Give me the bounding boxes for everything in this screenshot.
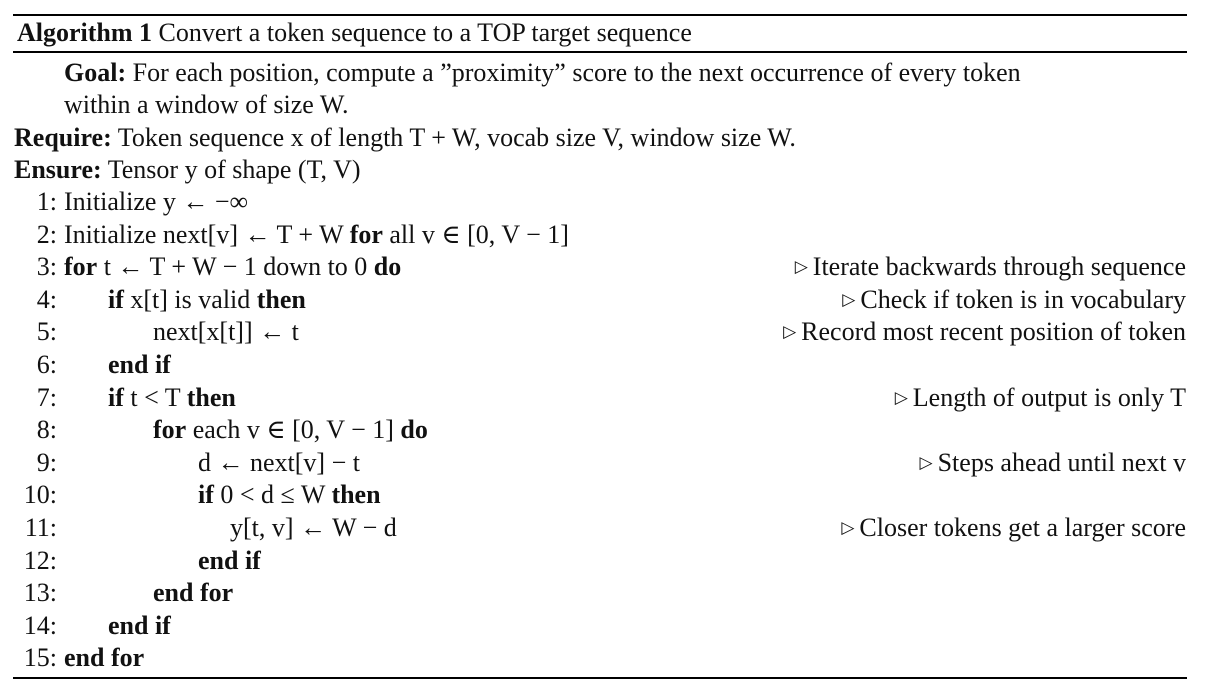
- comment-text: Record most recent position of token: [801, 317, 1186, 347]
- step-text: for t ← T + W − 1 down to 0 do: [64, 252, 402, 282]
- step-comment: [920, 447, 1186, 479]
- algorithm-step: [0, 382, 1206, 414]
- step-text: end if: [108, 350, 171, 379]
- algorithm-step: [0, 479, 1206, 511]
- goal-label: Goal:: [64, 58, 127, 87]
- algorithm-caption: [0, 17, 1206, 49]
- comment-triangle-icon: ▷: [783, 322, 797, 342]
- step-comment: [895, 382, 1186, 414]
- algorithm-step: [0, 349, 1206, 381]
- top-rule: [13, 14, 1187, 16]
- require-text: Token sequence x of length T + W, vocab size V, window size W.: [117, 123, 796, 152]
- algorithm-title: Convert a token sequence to a TOP target sequence: [158, 18, 692, 47]
- step-number: 2:: [36, 219, 57, 249]
- step-text: end if: [198, 545, 261, 575]
- comment-triangle-icon: ▷: [919, 452, 933, 472]
- algorithm-label: Algorithm 1: [17, 18, 153, 47]
- comment-triangle-icon: ▷: [841, 518, 855, 537]
- step-number: 14:: [23, 610, 57, 640]
- comment-text: Closer tokens get a larger score: [859, 513, 1186, 542]
- algorithm-step: [0, 219, 1206, 251]
- step-number: 1:: [36, 187, 57, 216]
- comment-text: Check if token is in vocabulary: [860, 284, 1186, 314]
- goal-line-1: [0, 57, 1206, 89]
- comment-text: Iterate backwards through sequence: [812, 252, 1186, 282]
- step-comment: [783, 316, 1186, 348]
- algorithm-step: [0, 545, 1206, 577]
- algorithm-step: [0, 316, 1206, 348]
- ensure-line: [0, 154, 1206, 186]
- comment-triangle-icon: ▷: [794, 257, 808, 277]
- algorithm-step: [0, 186, 1206, 218]
- step-comment: [842, 284, 1186, 316]
- step-number: 8:: [36, 415, 57, 445]
- step-text: if t < T then: [108, 382, 236, 412]
- algorithm-step: [0, 642, 1206, 674]
- step-number: 13:: [23, 578, 57, 608]
- step-text: y[t, v] ← W − d: [230, 513, 397, 542]
- require-label: Require:: [14, 123, 112, 152]
- step-text: Initialize next[v] ← T + W for all v ∈ [0, V − 1]: [64, 219, 569, 249]
- algorithm-step: [0, 447, 1206, 479]
- ensure-text: Tensor y of shape (T, V): [107, 155, 361, 184]
- step-text: Initialize y ← −∞: [64, 187, 249, 216]
- algorithm-step: [0, 610, 1206, 642]
- step-number: 11:: [24, 513, 57, 542]
- step-text: end for: [153, 578, 234, 608]
- step-number: 9:: [36, 447, 57, 477]
- step-number: 6:: [36, 350, 57, 379]
- step-text: for each v ∈ [0, V − 1] do: [153, 415, 428, 445]
- step-comment: [795, 251, 1186, 283]
- caption-rule: [13, 51, 1187, 53]
- comment-text: Length of output is only T: [912, 382, 1186, 412]
- algorithm-step: [0, 414, 1206, 446]
- goal-text-1: For each position, compute a ”proximity” score to the next occurrence of every token: [132, 58, 1021, 87]
- algorithm-step: [0, 284, 1206, 316]
- goal-text-2: within a window of size W.: [64, 90, 349, 119]
- comment-text: Steps ahead until next v: [937, 447, 1186, 477]
- algorithm-step: [0, 577, 1206, 609]
- step-number: 7:: [36, 382, 57, 412]
- algorithm-step: [0, 512, 1206, 544]
- require-line: [0, 122, 1206, 154]
- bottom-rule: [13, 677, 1187, 679]
- step-number: 10:: [23, 480, 57, 510]
- step-number: 12:: [23, 545, 57, 575]
- step-text: end if: [108, 610, 171, 640]
- algorithm-step: [0, 251, 1206, 283]
- step-number: 4:: [36, 284, 57, 314]
- ensure-label: Ensure:: [14, 155, 102, 184]
- step-number: 3:: [36, 252, 57, 282]
- goal-line-2: [0, 89, 1206, 121]
- comment-triangle-icon: ▷: [894, 387, 908, 407]
- comment-triangle-icon: ▷: [842, 289, 856, 309]
- step-text: next[x[t]] ← t: [153, 317, 299, 347]
- step-text: end for: [64, 643, 145, 673]
- step-text: d ← next[v] − t: [198, 447, 360, 477]
- step-comment: [841, 512, 1186, 544]
- step-text: if 0 < d ≤ W then: [198, 480, 381, 510]
- step-number: 5:: [36, 317, 57, 347]
- step-text: if x[t] is valid then: [108, 284, 306, 314]
- step-number: 15:: [23, 643, 57, 673]
